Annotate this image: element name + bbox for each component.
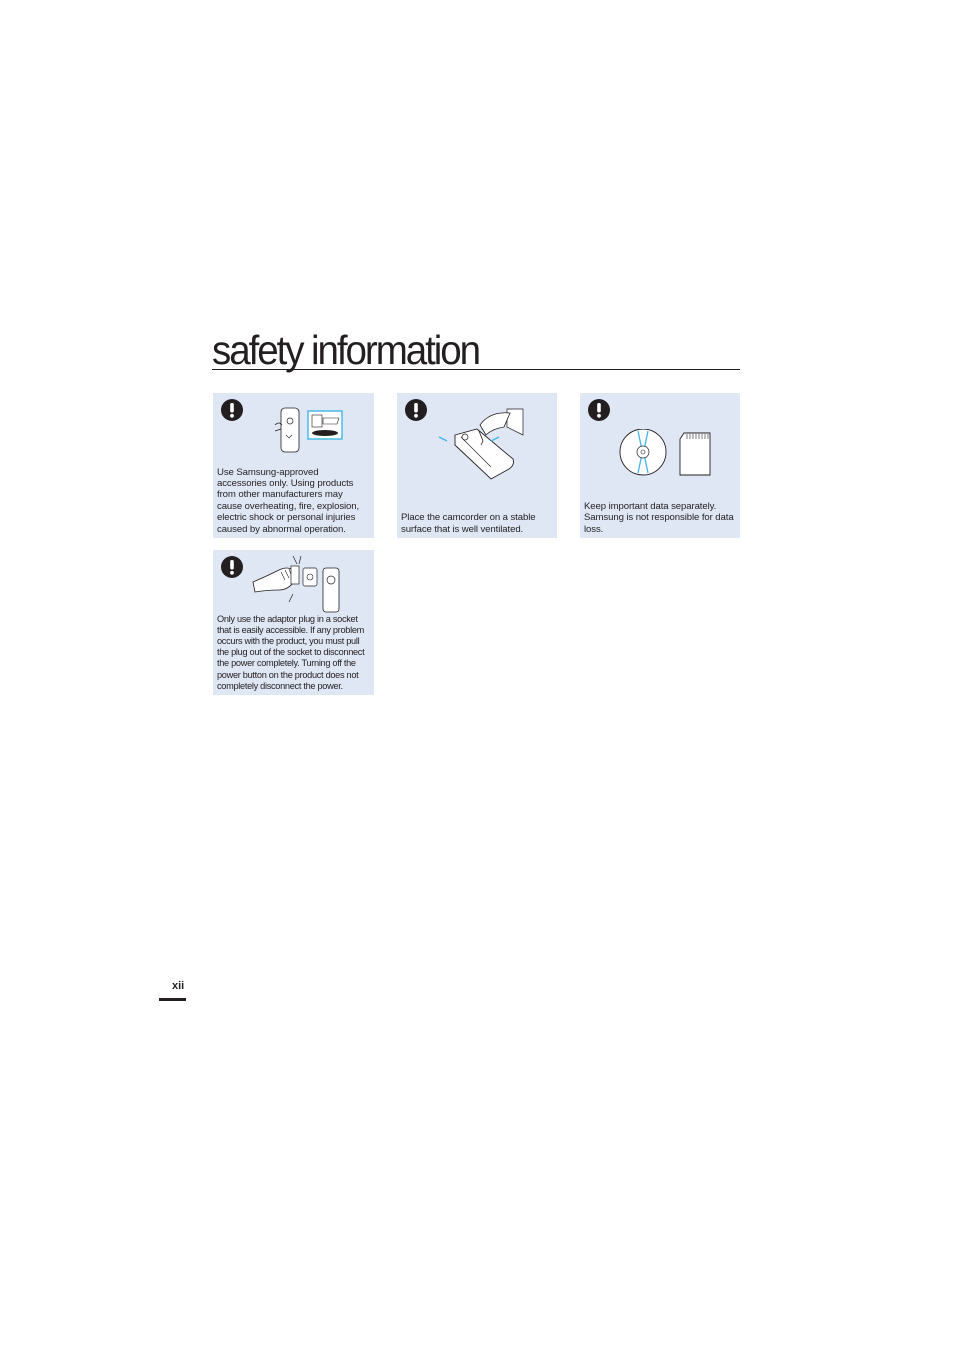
safety-card-power-plug <box>213 550 374 695</box>
safety-card-accessories <box>213 393 374 538</box>
title-underline <box>212 369 740 370</box>
page-title: safety information <box>212 327 479 373</box>
warning-icon <box>221 556 243 578</box>
page-number: xii <box>172 980 185 992</box>
card-text: Use Samsung-approved accessories only. Using products from other manufacturers may cause overheating, fire, explosion, electric shock or personal injuries caused by abnormal operation. <box>217 466 360 535</box>
warning-icon <box>588 399 610 421</box>
hand-pulling-plug-from-socket-illustration <box>251 554 347 614</box>
warning-icon <box>221 399 243 421</box>
card-text: Only use the adaptor plug in a socket that is easily accessible. If any problem occurs with the product, you must pull the plug out of the socket to disconnect the power completely. Turning off the power button on the product does not completely disconnect the power. <box>217 613 365 691</box>
card-text: Place the camcorder on a stable surface that is well ventilated. <box>401 512 536 535</box>
card-text: Keep important data separately. Samsung is not responsible for data loss. <box>584 500 734 535</box>
disc-and-memory-card-illustration <box>618 429 716 477</box>
safety-card-data <box>580 393 740 538</box>
camcorder-with-accessories-illustration <box>273 405 345 457</box>
safety-card-placement <box>397 393 557 538</box>
camcorder-on-stable-surface-illustration <box>435 405 527 481</box>
warning-icon <box>405 399 427 421</box>
page-number-rule <box>159 998 186 1001</box>
